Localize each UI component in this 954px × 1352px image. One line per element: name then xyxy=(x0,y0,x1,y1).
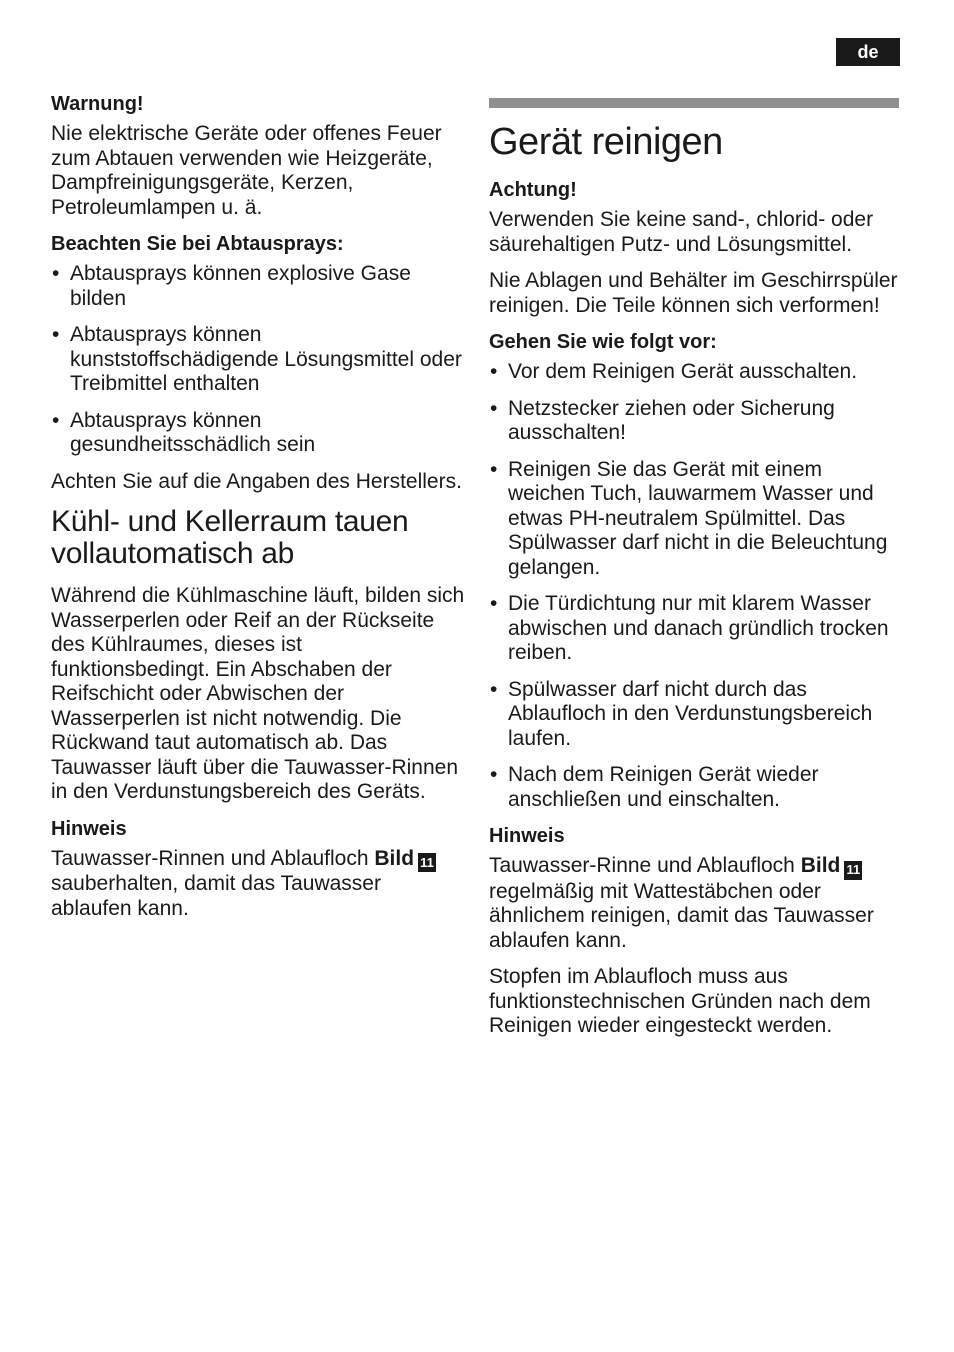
caution-text-2: Nie Ablagen und Behälter im Geschirrspüler reinigen. Die Teile können sich verformen! xyxy=(489,269,898,317)
sprays-title: Beachten Sie bei Abtausprays: xyxy=(51,233,344,255)
figure-number-badge: 11 xyxy=(844,861,862,880)
hint-text xyxy=(51,847,466,922)
list-item: • Vor dem Reinigen Gerät ausschalten. xyxy=(489,360,899,385)
hint-text-end: regelmäßig mit Wattestäbchen oder ähnlichem reinigen, damit das Tauwasser ablaufen kann. xyxy=(489,879,874,952)
procedure-list xyxy=(489,360,899,812)
caution-text-1: Verwenden Sie keine sand-, chlorid- oder säurehaltigen Putz- und Lösungsmittel. xyxy=(489,208,874,256)
sprays-list xyxy=(51,262,466,458)
hint-text xyxy=(489,854,899,953)
hint-text-start: Tauwasser-Rinne und Ablaufloch xyxy=(489,854,801,877)
list-item: • Abtausprays können kunststoffschädigende Lösungsmittel oder Treibmittel enthalten xyxy=(51,323,466,397)
list-item: • Die Türdichtung nur mit klarem Wasser abwischen und danach gründlich trocken reiben. xyxy=(489,592,899,666)
list-item: • Spülwasser darf nicht durch das Ablaufloch in den Verdunstungsbereich laufen. xyxy=(489,678,899,752)
caution-title: Achtung! xyxy=(489,179,577,201)
hint-title: Hinweis xyxy=(51,817,127,840)
list-item: • Abtausprays können explosive Gase bilden xyxy=(51,262,466,311)
right-column xyxy=(489,92,899,1051)
left-column xyxy=(51,92,466,933)
figure-reference: Bild xyxy=(800,854,841,877)
figure-reference: Bild xyxy=(374,846,415,870)
page-title: Gerät reinigen xyxy=(489,121,723,163)
section-text: Während die Kühlmaschine läuft, bilden sich Wasserperlen oder Reif an der Rückseite des Kühlraumes, dieses ist funktionsbedingt. Ein Abschaben der Reifschicht oder Abwischen der Wasserperlen ist nicht notwendig. Die Rückwand taut automatisch ab. Das Tauwasser läuft über die Tauwasser-Rinnen in den Verdunstungsbereich des Geräts. xyxy=(51,584,465,803)
language-badge: de xyxy=(836,38,900,66)
list-item: • Reinigen Sie das Gerät mit einem weichen Tuch, lauwarmem Wasser und etwas PH-neutralem Spülmittel. Das Spülwasser darf nicht in die Beleuchtung gelangen. xyxy=(489,458,899,581)
section-rule xyxy=(489,98,899,108)
hint-text-end: sauberhalten, damit das Tauwasser ablaufen kann. xyxy=(51,872,381,920)
section-heading: Kühl- und Kellerraum tauen vollautomatisch ab xyxy=(51,505,409,570)
manufacturer-note: Achten Sie auf die Angaben des Herstellers. xyxy=(51,469,462,493)
warning-text: Nie elektrische Geräte oder offenes Feuer zum Abtauen verwenden wie Heizgeräte, Dampfreinigungsgeräte, Kerzen, Petroleumlampen u. ä. xyxy=(51,122,442,219)
hint-text-start: Tauwasser-Rinnen und Ablaufloch xyxy=(51,846,375,870)
list-item: • Abtausprays können gesundheitsschädlich sein xyxy=(51,409,466,458)
list-item: • Nach dem Reinigen Gerät wieder anschließen und einschalten. xyxy=(489,763,899,812)
figure-number-badge: 11 xyxy=(418,853,436,872)
stopper-text: Stopfen im Ablaufloch muss aus funktionstechnischen Gründen nach dem Reinigen wieder eingesteckt werden. xyxy=(489,965,871,1038)
list-item: • Netzstecker ziehen oder Sicherung ausschalten! xyxy=(489,397,899,446)
hint-title: Hinweis xyxy=(489,825,565,847)
warning-title: Warnung! xyxy=(51,93,144,115)
procedure-title: Gehen Sie wie folgt vor: xyxy=(489,331,717,353)
